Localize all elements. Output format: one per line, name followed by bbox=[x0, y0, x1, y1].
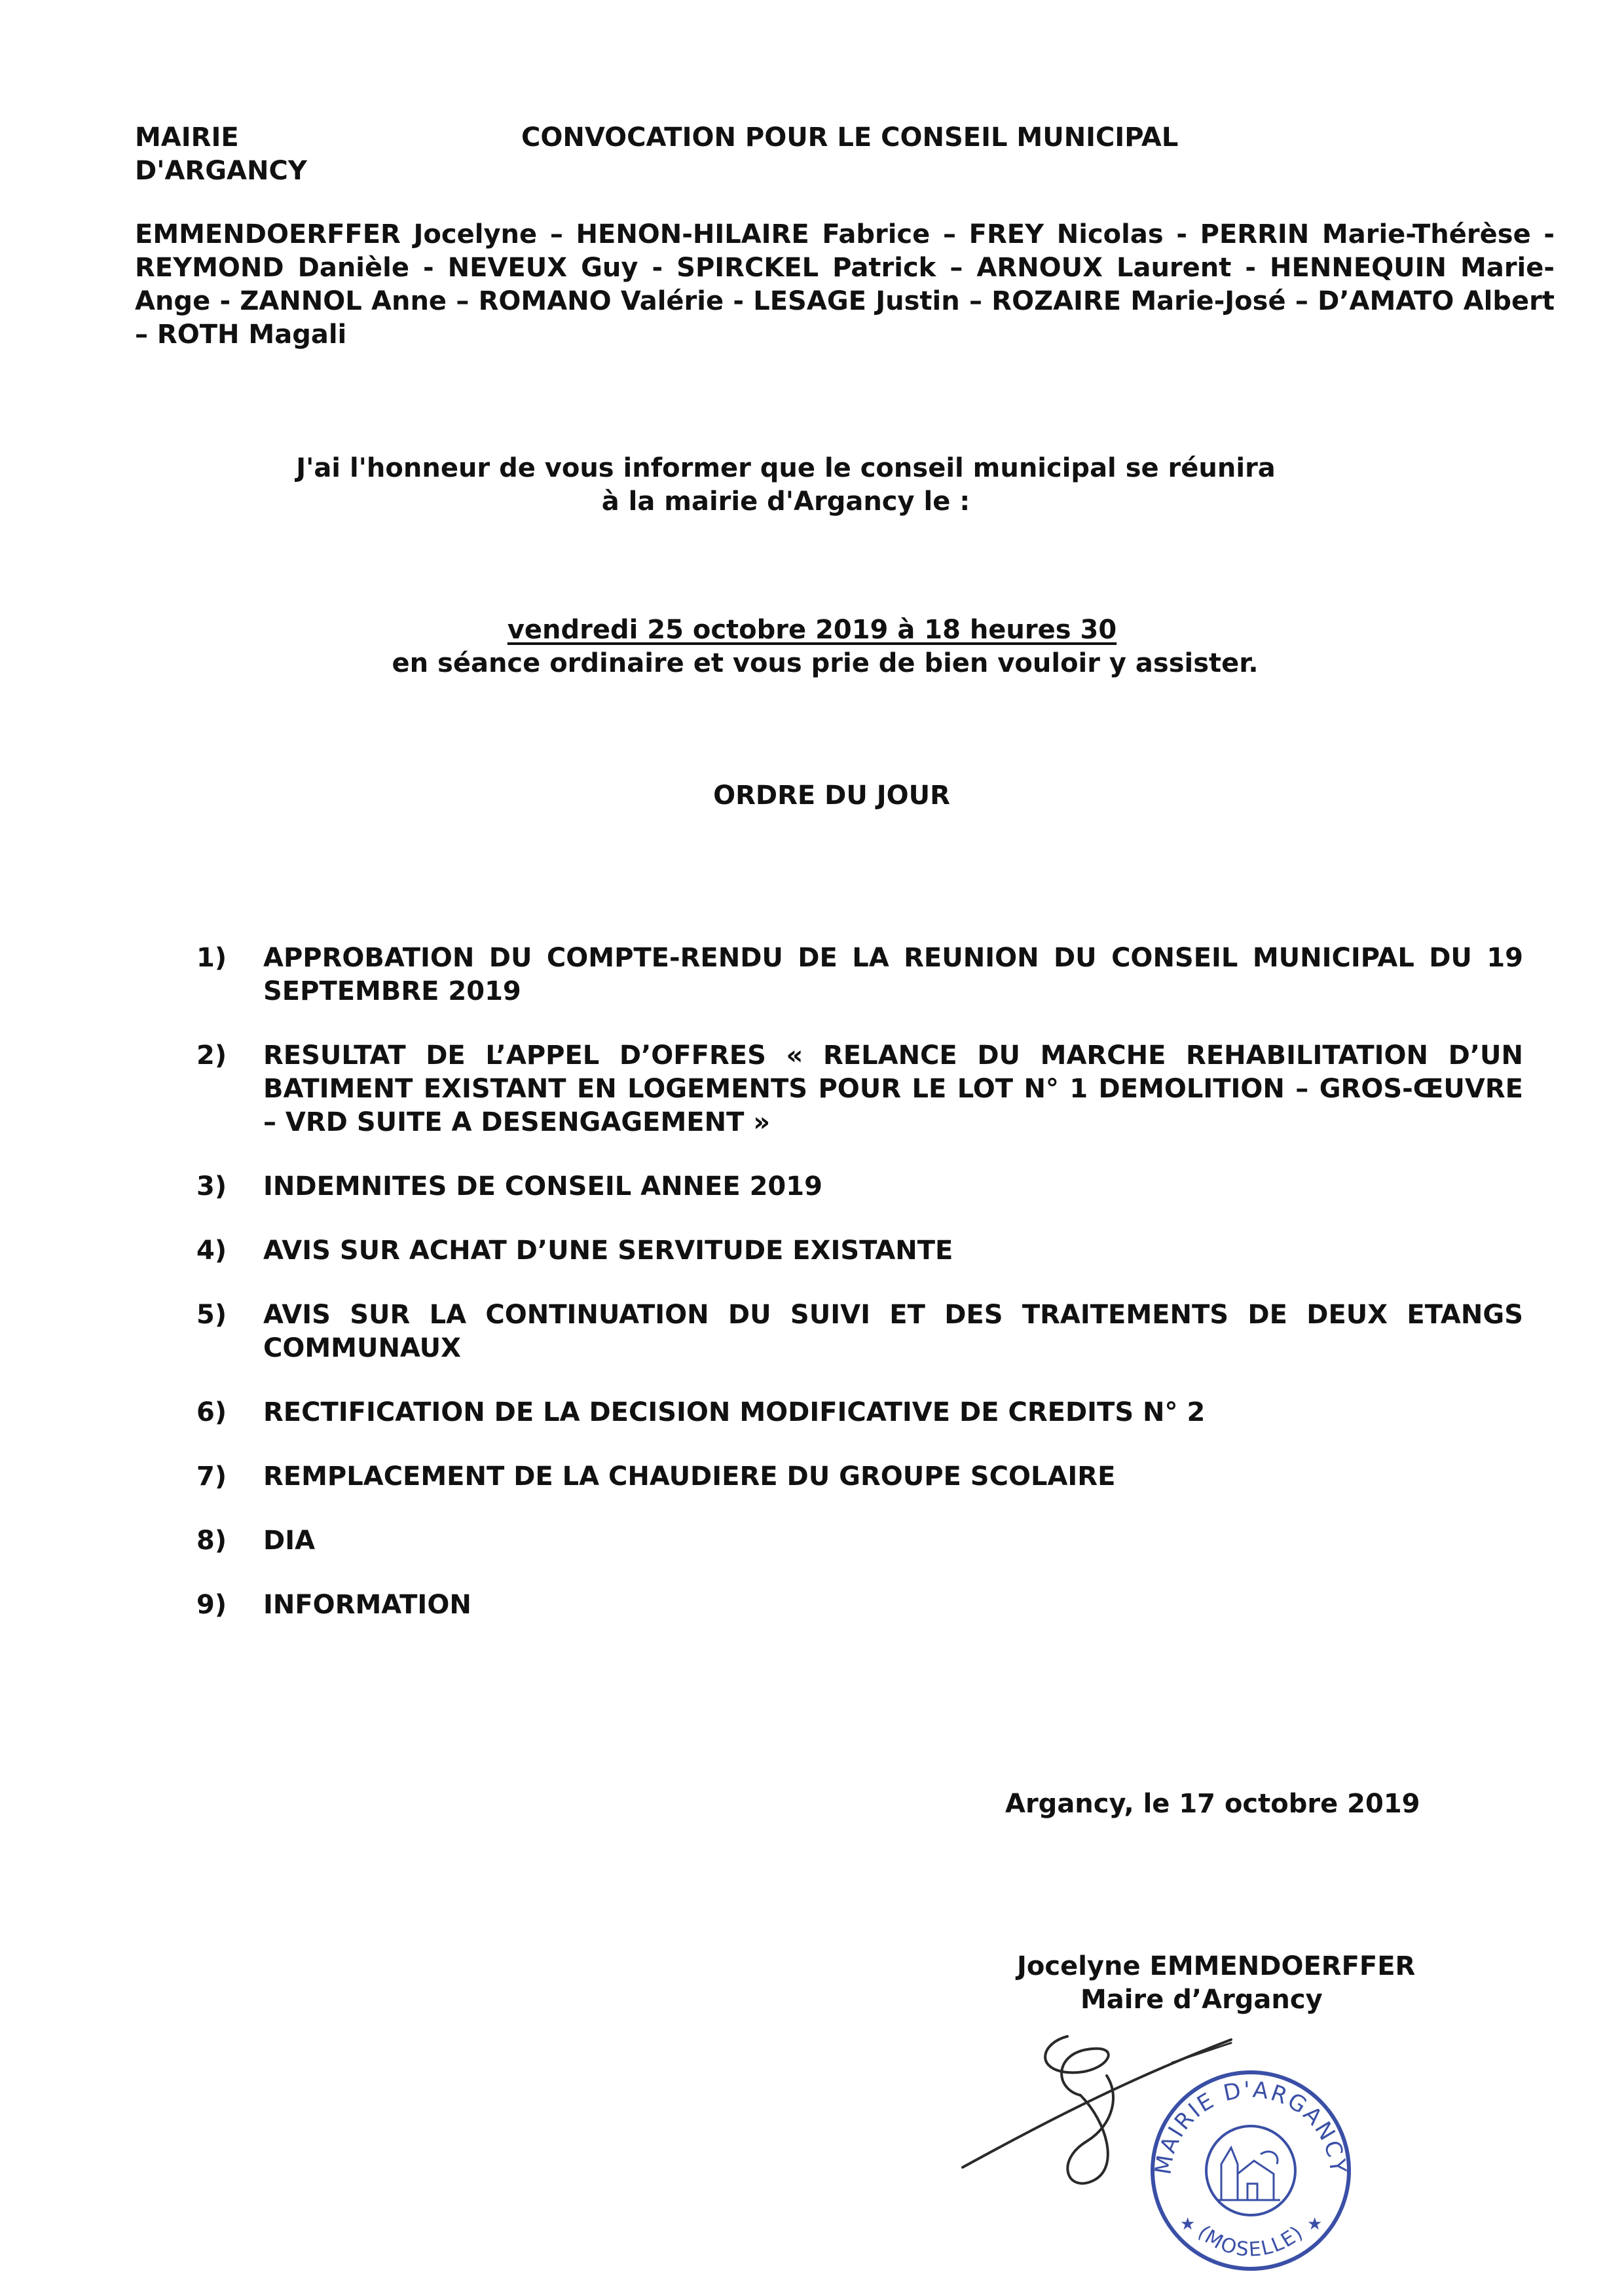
session-line: en séance ordinaire et vous prie de bien vouloir y assister. bbox=[392, 648, 1259, 678]
place-and-date: Argancy, le 17 octobre 2019 bbox=[1005, 1789, 1420, 1819]
meeting-date-line bbox=[0, 614, 1624, 647]
agenda-item bbox=[196, 1039, 1523, 1139]
stamp-bottom-text: (MOSELLE) bbox=[1193, 2220, 1308, 2262]
agenda-list bbox=[196, 942, 1523, 1653]
agenda-item-number: 5) bbox=[196, 1300, 227, 1330]
agenda-item bbox=[196, 942, 1523, 1008]
agenda-item-number: 1) bbox=[196, 943, 227, 973]
attendee-list: EMMENDOERFFER Jocelyne – HENON-HILAIRE Fabrice – FREY Nicolas - PERRIN Marie-Thérèse - REYMOND Danièle - NEVEUX Guy - SPIRCKEL Patrick – ARNOUX Laurent - HENNEQUIN Marie-Ange - ZANNOL Anne – ROMANO Valérie - LESAGE Justin – ROZAIRE Marie-José – D’AMATO Albert – ROTH Magali bbox=[135, 219, 1555, 350]
agenda-title: ORDRE DU JOUR bbox=[713, 780, 950, 811]
agenda-item bbox=[196, 1396, 1523, 1429]
agenda-item bbox=[196, 1524, 1523, 1558]
official-stamp-seal bbox=[1139, 2056, 1362, 2279]
intro-line-1: J'ai l'honneur de vous informer que le conseil municipal se réunira bbox=[296, 453, 1276, 483]
stamp-top-text: MAIRIE D'ARGANCY bbox=[1150, 2076, 1352, 2176]
agenda-item-number: 4) bbox=[196, 1236, 227, 1266]
signer-title: Maire d’Argancy bbox=[1080, 1985, 1323, 2015]
agenda-item bbox=[196, 1170, 1523, 1203]
agenda-item-number: 3) bbox=[196, 1171, 227, 1202]
agenda-item bbox=[196, 1298, 1523, 1365]
agenda-item-number: 9) bbox=[196, 1590, 227, 1620]
agenda-item bbox=[196, 1234, 1523, 1268]
agenda-item-text: DIA bbox=[263, 1526, 316, 1556]
agenda-item-number: 2) bbox=[196, 1040, 227, 1071]
agenda-item-text: INFORMATION bbox=[263, 1590, 471, 1620]
agenda-item-number: 6) bbox=[196, 1397, 227, 1427]
svg-text:★: ★ bbox=[1307, 2214, 1323, 2234]
agenda-item-text: APPROBATION DU COMPTE-RENDU DE LA REUNION DU CONSEIL MUNICIPAL DU 19 SEPTEMBRE 2019 bbox=[263, 943, 1523, 1006]
stamp-emblem-icon bbox=[1218, 2148, 1280, 2200]
agenda-item-text: AVIS SUR LA CONTINUATION DU SUIVI ET DES TRAITEMENTS DE DEUX ETANGS COMMUNAUX bbox=[263, 1300, 1523, 1363]
agenda-item-number: 8) bbox=[196, 1526, 227, 1556]
signer-name: Jocelyne EMMENDOERFFER bbox=[1017, 1951, 1416, 1981]
document-title: CONVOCATION POUR LE CONSEIL MUNICIPAL bbox=[521, 122, 1179, 153]
svg-text:★: ★ bbox=[1180, 2214, 1196, 2234]
agenda-item-number: 7) bbox=[196, 1461, 227, 1492]
agenda-item-text: REMPLACEMENT DE LA CHAUDIERE DU GROUPE SCOLAIRE bbox=[263, 1461, 1116, 1492]
mairie-label-line2: D'ARGANCY bbox=[135, 156, 307, 186]
agenda-item bbox=[196, 1588, 1523, 1622]
intro-line-2: à la mairie d'Argancy le : bbox=[601, 487, 970, 517]
agenda-item-text: INDEMNITES DE CONSEIL ANNEE 2019 bbox=[263, 1171, 822, 1202]
mairie-label-line1: MAIRIE bbox=[135, 122, 239, 153]
agenda-item-text: AVIS SUR ACHAT D’UNE SERVITUDE EXISTANTE bbox=[263, 1236, 953, 1266]
meeting-date: vendredi 25 octobre 2019 à 18 heures 30 bbox=[507, 615, 1117, 645]
agenda-item-text: RECTIFICATION DE LA DECISION MODIFICATIVE DE CREDITS N° 2 bbox=[263, 1397, 1206, 1427]
agenda-item-text: RESULTAT DE L’APPEL D’OFFRES « RELANCE DU MARCHE REHABILITATION D’UN BATIMENT EXISTANT EN LOGEMENTS POUR LE LOT N° 1 DEMOLITION – GROS-ŒUVRE – VRD SUITE A DESENGAGEMENT » bbox=[263, 1040, 1523, 1137]
agenda-item bbox=[196, 1460, 1523, 1494]
